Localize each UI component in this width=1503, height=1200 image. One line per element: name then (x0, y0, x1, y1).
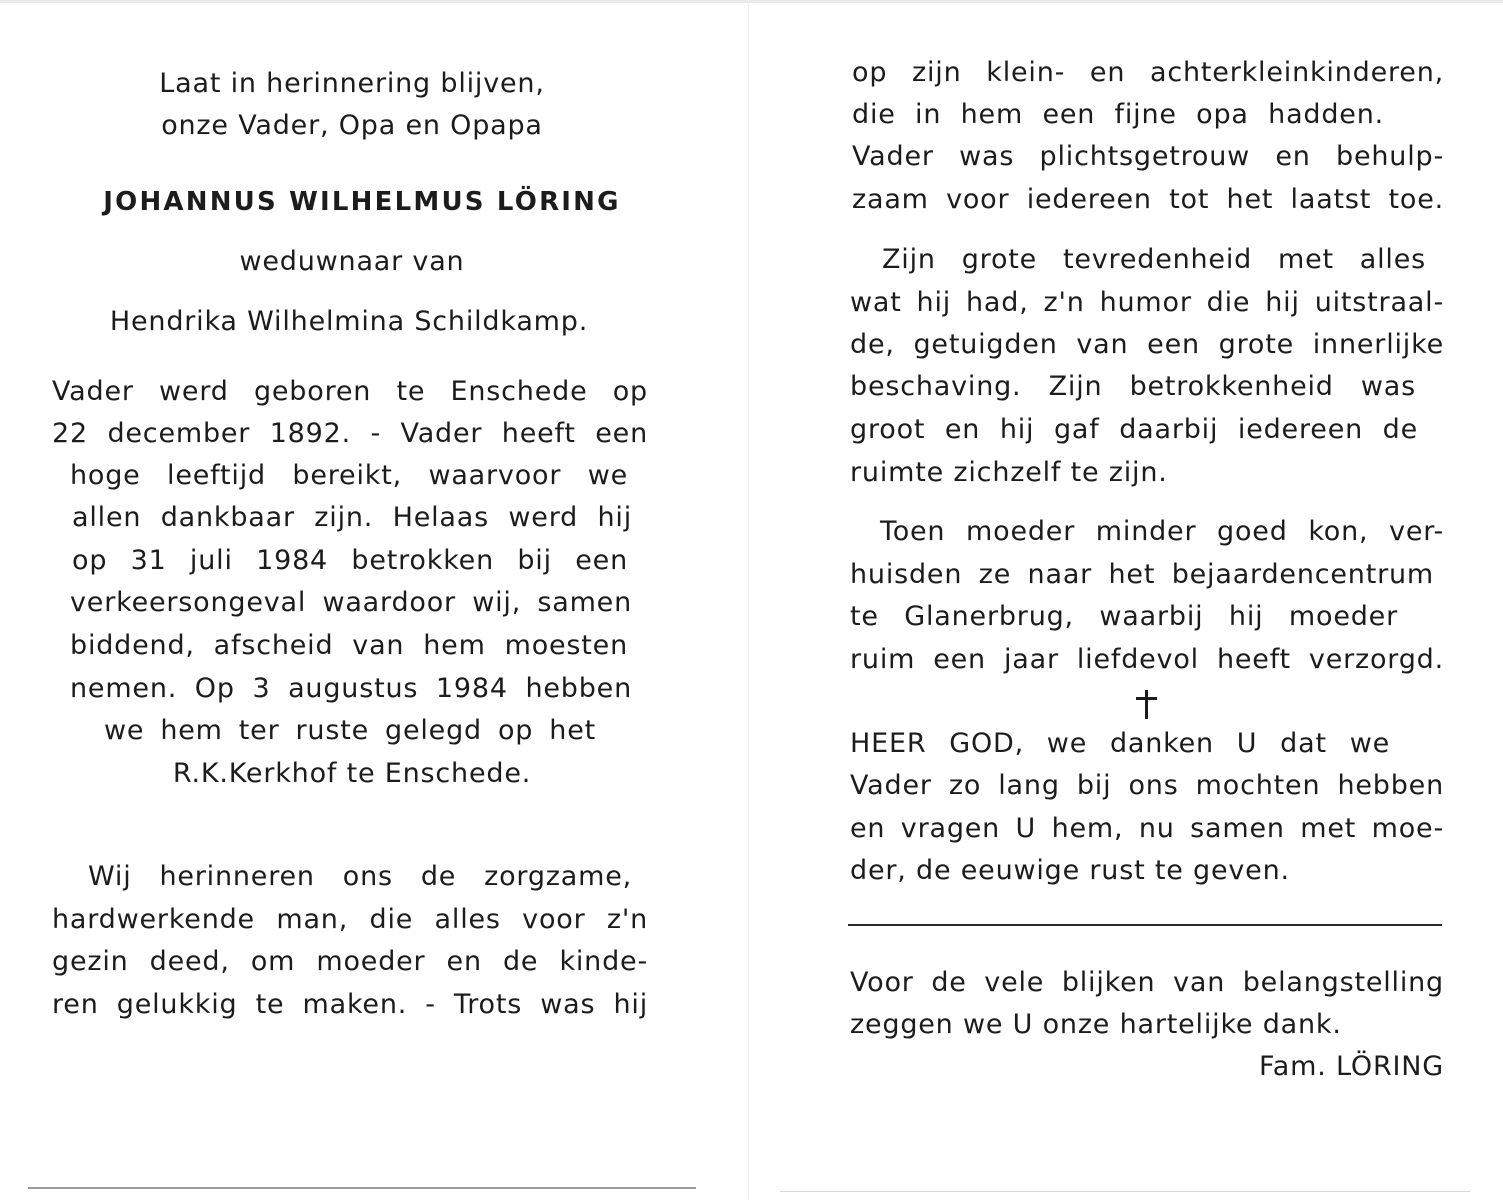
right-p2-line-2: wat hij had, z'n humor die hij uitstraal- (850, 287, 1444, 318)
right-p3-line-1: Toen moeder minder goed kon, ver- (880, 516, 1444, 547)
right-p3-line-4: ruim een jaar liefdevol heeft verzorgd. (850, 644, 1444, 675)
card-bottom-edge-right (780, 1191, 1470, 1192)
bio-line-3: hoge leeftijd bereikt, waarvoor we (70, 460, 628, 491)
right-p1-line-4: zaam voor iedereen tot het laatst toe. (852, 184, 1444, 215)
section-divider (848, 924, 1442, 926)
intro-line-2: onze Vader, Opa en Opapa (161, 110, 543, 141)
bio-line-9: we hem ter ruste gelegd op het (104, 715, 596, 746)
memory-line-4: ren gelukkig te maken. - Trots was hij (52, 989, 648, 1020)
latin-cross-icon (1132, 688, 1162, 724)
prayer-line-3: en vragen U hem, nu samen met moe- (850, 813, 1444, 844)
prayer-line-1: HEER GOD, we danken U dat we (850, 728, 1390, 759)
widower-label: weduwnaar van (239, 246, 465, 277)
prayer-line-4: der, de eeuwige rust te geven. (850, 855, 1290, 886)
intro-line-1: Laat in herinnering blijven, (159, 68, 545, 99)
bio-line-1: Vader werd geboren te Enschede op (52, 376, 648, 407)
right-p2-line-6: ruimte zichzelf te zijn. (850, 457, 1168, 488)
family-signature: Fam. LÖRING (1258, 1051, 1444, 1082)
right-p3-line-3: te Glanerbrug, waarbij hij moeder (850, 601, 1398, 632)
right-p2-line-5: groot en hij gaf daarbij iedereen de (850, 414, 1418, 445)
right-p1-line-2: die in hem een fijne opa hadden. (852, 99, 1384, 130)
right-p2-line-1: Zijn grote tevredenheid met alles (882, 244, 1426, 275)
right-p1-line-3: Vader was plichtsgetrouw en behulp- (852, 141, 1444, 172)
bio-line-6: verkeersongeval waardoor wij, samen (70, 587, 632, 618)
card-left-panel (52, 0, 652, 1200)
bio-line-2: 22 december 1892. - Vader heeft een (52, 418, 648, 449)
memory-line-1: Wij herinneren ons de zorgzame, (88, 861, 632, 892)
card-bottom-edge-left (28, 1187, 696, 1189)
right-p2-line-3: de, getuigden van een grote innerlijke (850, 329, 1444, 360)
spouse-name: Hendrika Wilhelmina Schildkamp. (109, 306, 589, 337)
right-p1-line-1: op zijn klein- en achterkleinkinderen, (852, 57, 1444, 88)
deceased-name: JOHANNUS WILHELMUS LÖRING (103, 187, 621, 217)
bio-line-10: R.K.Kerkhof te Enschede. (172, 758, 532, 789)
memory-line-3: gezin deed, om moeder en de kinde- (52, 946, 648, 977)
memory-line-2: hardwerkende man, die alles voor z'n (52, 904, 648, 935)
bio-line-7: biddend, afscheid van hem moesten (70, 630, 628, 661)
thanks-line-1: Voor de vele blijken van belangstelling (850, 967, 1444, 998)
right-p3-line-2: huisden ze naar het bejaardencentrum (850, 559, 1434, 590)
bio-line-5: op 31 juli 1984 betrokken bij een (72, 545, 628, 576)
prayer-line-2: Vader zo lang bij ons mochten hebben (850, 770, 1444, 801)
right-p2-line-4: beschaving. Zijn betrokkenheid was (850, 371, 1416, 402)
thanks-line-2: zeggen we U onze hartelijke dank. (850, 1009, 1342, 1040)
card-right-panel (848, 0, 1448, 1200)
bio-line-8: nemen. Op 3 augustus 1984 hebben (70, 673, 632, 704)
card-fold-line (748, 0, 749, 1200)
bio-line-4: allen dankbaar zijn. Helaas werd hij (72, 502, 632, 533)
